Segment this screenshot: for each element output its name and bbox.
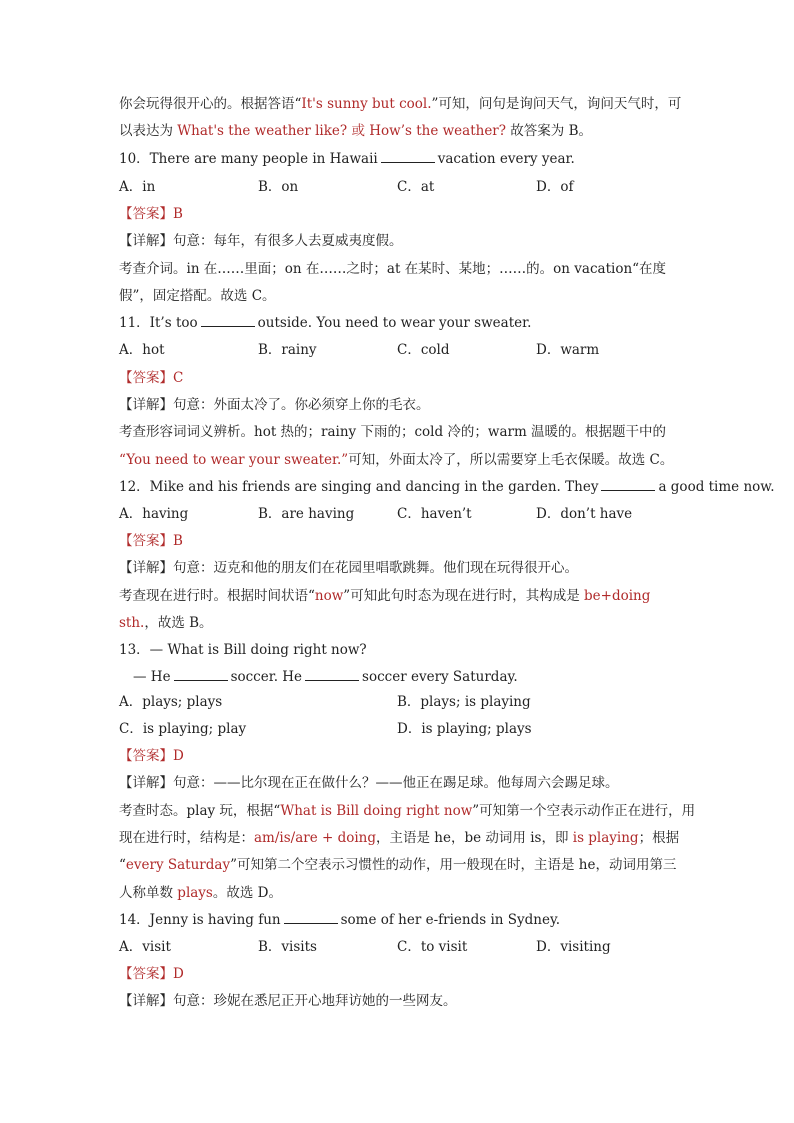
q10-option-d: D．of	[536, 179, 574, 195]
q13-option-c: C．is playing; play	[119, 721, 247, 737]
question-13-stem-2: — He soccer. He soccer every Saturday.	[133, 669, 518, 685]
q13-detail-4: “every Saturday”可知第二个空表示习惯性的动作，用一般现在时，主语是 he，动词用第三	[119, 857, 677, 873]
q12-detail-3: sth.，故选 B。	[119, 615, 213, 631]
q14-option-a: A．visit	[119, 939, 171, 955]
answer-blank	[601, 478, 655, 491]
q10-detail-2: 考查介词。in 在……里面；on 在……之时；at 在某时、某地；……的。on vacation“在度	[119, 261, 667, 277]
q12-option-a: A．having	[119, 506, 189, 522]
question-10-stem: 10．There are many people in Hawaii vacation every year.	[119, 151, 575, 167]
q12-option-b: B．are having	[258, 506, 355, 522]
q10-answer: 【答案】B	[119, 206, 183, 222]
q13-detail-5: 人称单数 plays。故选 D。	[119, 885, 282, 901]
q14-detail-1: 【详解】句意：珍妮在悉尼正开心地拜访她的一些网友。	[119, 993, 457, 1009]
q13-detail-1: 【详解】句意：——比尔现在正在做什么？——他正在踢足球。他每周六会踢足球。	[119, 775, 619, 791]
answer-blank	[381, 150, 435, 163]
q12-detail-1: 【详解】句意：迈克和他的朋友们在花园里唱歌跳舞。他们现在玩得很开心。	[119, 560, 578, 576]
q12-answer: 【答案】B	[119, 533, 183, 549]
q13-detail-3: 现在进行时，结构是：am/is/are + doing，主语是 he，be 动词用 is，即 is playing；根据	[119, 830, 680, 846]
answer-blank	[305, 668, 359, 681]
q14-option-d: D．visiting	[536, 939, 611, 955]
q11-detail-3: “You need to wear your sweater.”可知，外面太冷了，所以需要穿上毛衣保暖。故选 C。	[119, 452, 674, 468]
answer-blank	[284, 911, 338, 924]
q11-detail-2: 考查形容词词义辨析。hot 热的；rainy 下雨的；cold 冷的；warm 温暖的。根据题干中的	[119, 424, 667, 440]
question-11-stem: 11．It’s too outside. You need to wear your sweater.	[119, 315, 532, 331]
q10-option-c: C．at	[397, 179, 435, 195]
intro-line-1: 你会玩得很开心的。根据答语“It's sunny but cool.”可知，问句是询问天气，询问天气时，可	[119, 96, 682, 112]
q13-option-d: D．is playing; plays	[397, 721, 532, 737]
q10-detail-3: 假”，固定搭配。故选 C。	[119, 288, 276, 304]
intro-line-2: 以表达为 What's the weather like? 或 How’s the weather? 故答案为 B。	[119, 123, 593, 139]
q11-option-c: C．cold	[397, 342, 450, 358]
q13-option-b: B．plays; is playing	[397, 694, 531, 710]
q13-detail-2: 考查时态。play 玩，根据“What is Bill doing right now”可知第一个空表示动作正在进行，用	[119, 803, 696, 819]
answer-blank	[174, 668, 228, 681]
q14-option-c: C．to visit	[397, 939, 468, 955]
q12-option-c: C．haven’t	[397, 506, 472, 522]
q12-detail-2: 考查现在进行时。根据时间状语“now”可知此句时态为现在进行时，其构成是 be+doing	[119, 588, 651, 604]
q11-option-d: D．warm	[536, 342, 600, 358]
q11-option-b: B．rainy	[258, 342, 317, 358]
q10-option-b: B．on	[258, 179, 299, 195]
q13-answer: 【答案】D	[119, 748, 184, 764]
q10-detail-1: 【详解】句意：每年，有很多人去夏威夷度假。	[119, 233, 403, 249]
question-14-stem: 14．Jenny is having fun some of her e-friends in Sydney.	[119, 912, 561, 928]
q11-answer: 【答案】C	[119, 370, 184, 386]
q11-option-a: A．hot	[119, 342, 165, 358]
q14-option-b: B．visits	[258, 939, 317, 955]
q11-detail-1: 【详解】句意：外面太冷了。你必须穿上你的毛衣。	[119, 397, 430, 413]
q14-answer: 【答案】D	[119, 966, 184, 982]
question-12-stem: 12．Mike and his friends are singing and dancing in the garden. They a good time now.	[119, 479, 775, 495]
q13-option-a: A．plays; plays	[119, 694, 223, 710]
question-13-stem-1: 13．— What is Bill doing right now?	[119, 642, 367, 658]
q12-option-d: D．don’t have	[536, 506, 633, 522]
answer-blank	[201, 314, 255, 327]
q10-option-a: A．in	[119, 179, 156, 195]
